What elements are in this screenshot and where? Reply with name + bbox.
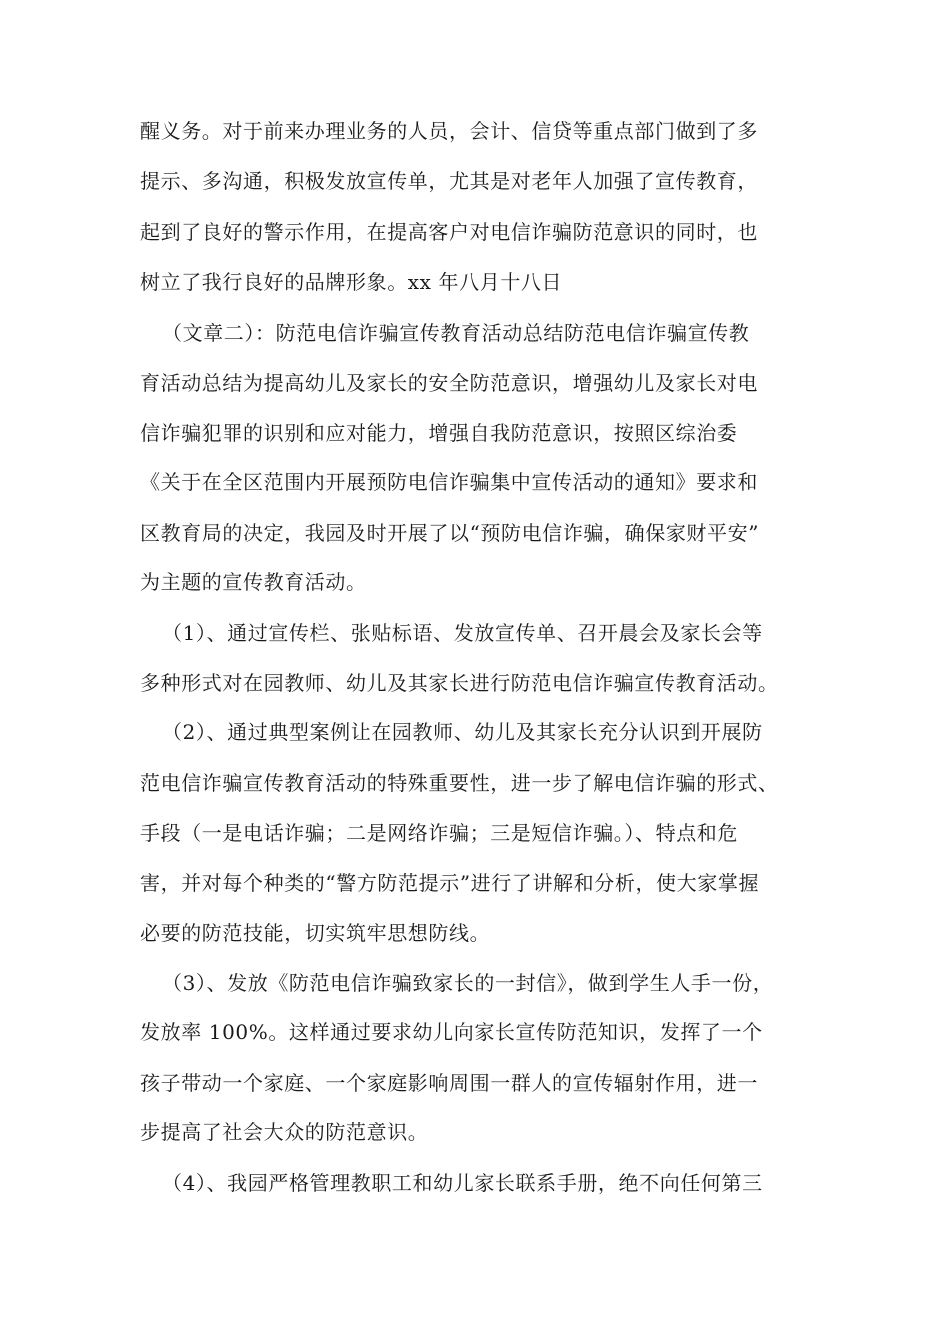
text-line: 育活动总结为提高幼儿及家长的安全防范意识，增强幼儿及家长对电: [140, 371, 758, 395]
text-line: 《关于在全区范围内开展预防电信诈骗集中宣传活动的通知》要求和: [140, 470, 758, 494]
text-line: 树立了我行良好的品牌形象。xx 年八月十八日: [140, 270, 563, 294]
text-line: 孩子带动一个家庭、一个家庭影响周围一群人的宣传辐射作用，进一: [140, 1071, 758, 1095]
text-line: （2）、通过典型案例让在园教师、幼儿及其家长充分认识到开展防: [162, 720, 763, 744]
text-line: 害，并对每个种类的“警方防范提示”进行了讲解和分析，使大家掌握: [140, 871, 760, 895]
text-line: 信诈骗犯罪的识别和应对能力，增强自我防范意识，按照区综治委: [140, 421, 738, 445]
text-line: 范电信诈骗宣传教育活动的特殊重要性，进一步了解电信诈骗的形式、: [140, 771, 779, 795]
text-line: 为主题的宣传教育活动。: [140, 570, 367, 594]
text-line: （3）、发放《防范电信诈骗致家长的一封信》，做到学生人手一份，: [162, 971, 774, 995]
text-line: （1）、通过宣传栏、张贴标语、发放宣传单、召开晨会及家长会等: [162, 621, 763, 645]
text-line: 提示、多沟通，积极发放宣传单，尤其是对老年人加强了宣传教育，: [140, 169, 758, 193]
text-line: 手段（一是电话诈骗；二是网络诈骗；三是短信诈骗。）、特点和危: [140, 821, 738, 845]
text-line: （4）、我园严格管理教职工和幼儿家长联系手册，绝不向任何第三: [162, 1171, 763, 1195]
text-line: （文章二）：防范电信诈骗宣传教育活动总结防范电信诈骗宣传教: [162, 321, 750, 345]
text-line: 必要的防范技能，切实筑牢思想防线。: [140, 921, 491, 945]
text-line: 发放率 100%。这样通过要求幼儿向家长宣传防范知识，发挥了一个: [140, 1020, 763, 1044]
text-line: 醒义务。对于前来办理业务的人员，会计、信贷等重点部门做到了多: [140, 119, 758, 143]
text-line: 区教育局的决定，我园及时开展了以“预防电信诈骗，确保家财平安”: [140, 521, 760, 545]
text-line: 步提高了社会大众的防范意识。: [140, 1120, 429, 1144]
text-line: 多种形式对在园教师、幼儿及其家长进行防范电信诈骗宣传教育活动。: [140, 671, 779, 695]
text-line: 起到了良好的警示作用，在提高客户对电信诈骗防范意识的同时，也: [140, 220, 758, 244]
